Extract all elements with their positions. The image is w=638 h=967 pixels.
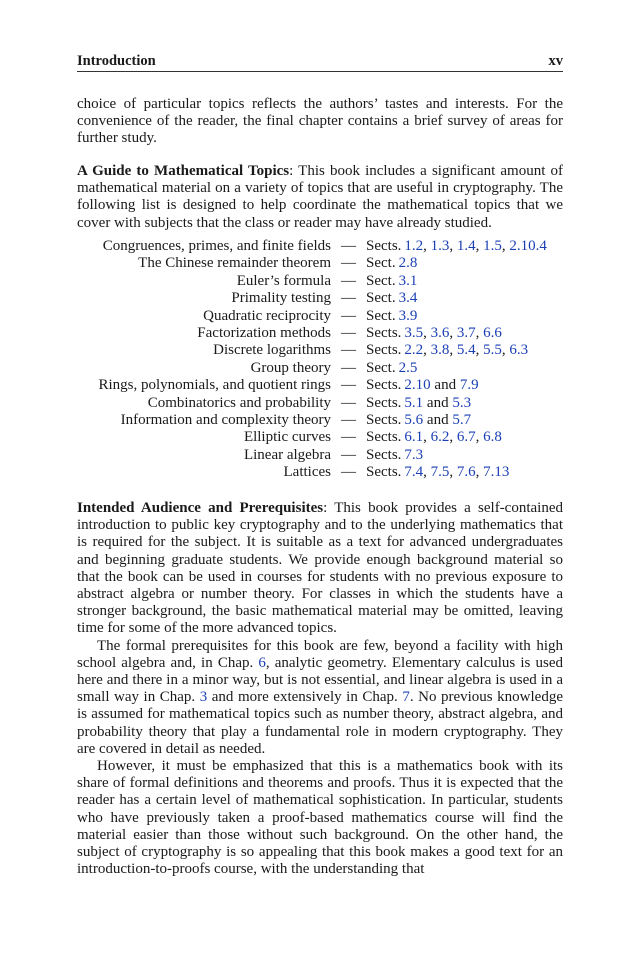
section-link[interactable]: 6.2: [430, 429, 450, 446]
guide-heading: A Guide to Mathematical Topics: [77, 163, 290, 179]
topic-dash: —: [341, 324, 356, 341]
section-prefix: Sect.: [366, 255, 399, 272]
intro-paragraph: choice of particular topics reflects the authors’ tastes and interests. For the convenience of the reader, the final chapter contains a brief survey of areas for further study.: [77, 96, 563, 147]
section-refs: [366, 395, 563, 412]
topic-dash: —: [341, 377, 356, 394]
section-prefix: Sect.: [366, 359, 399, 376]
ref-separator: and: [430, 377, 460, 394]
section-link[interactable]: 5.7: [452, 411, 472, 428]
ref-separator: ,: [475, 324, 484, 341]
topic-dash: —: [341, 446, 356, 463]
section-link[interactable]: 1.4: [456, 238, 476, 254]
ref-separator: ,: [449, 429, 457, 446]
topic-name: Information and complexity theory: [120, 411, 331, 428]
section-link[interactable]: 6.7: [456, 429, 476, 446]
ref-separator: ,: [423, 429, 431, 446]
section-link[interactable]: 3.7: [456, 324, 476, 341]
section-prefix: Sects.: [366, 411, 405, 428]
section-prefix: Sects.: [366, 394, 405, 411]
topic-dash: —: [341, 411, 356, 428]
section-refs: [366, 464, 563, 481]
topic-row: [77, 290, 563, 307]
section-link[interactable]: 7.3: [404, 446, 424, 463]
audience-paragraph-3: However, it must be emphasized that this is a mathematics book with its share of formal definitions and theorems and proofs. Thus it is expected that the reader has a certain level of mathematical sophistication. In particular, students who have previously taken a proof-based mathematics course will find the material easier than those without such background. On the other hand, the subject of cryptography is so appealing that this book makes a good text for an introduction-to-proofs course, with the understanding that: [77, 758, 563, 878]
section-link[interactable]: 5.6: [404, 411, 424, 428]
section-link[interactable]: 6.8: [483, 429, 502, 446]
topic-row: [77, 325, 563, 342]
ref-separator: ,: [501, 342, 510, 359]
ref-separator: and: [423, 394, 453, 411]
section-prefix: Sect.: [366, 290, 399, 307]
section-link[interactable]: 6.1: [404, 429, 424, 446]
topic-name: Rings, polynomials, and quotient rings: [98, 377, 331, 394]
section-prefix: Sects.: [366, 446, 405, 463]
section-link[interactable]: 3.9: [398, 307, 418, 324]
section-link[interactable]: 7.13: [483, 464, 510, 481]
guide-paragraph: [77, 163, 563, 232]
topic-row: [77, 447, 563, 464]
intro-paragraph-block: [77, 96, 563, 148]
chapter-link[interactable]: 3: [199, 689, 208, 706]
section-link[interactable]: 1.3: [430, 238, 450, 254]
guide-paragraph-block: [77, 163, 563, 232]
section-link[interactable]: 6.3: [509, 342, 529, 359]
topic-row: [77, 308, 563, 325]
topic-name: Elliptic curves: [243, 429, 331, 446]
section-link[interactable]: 7.6: [456, 464, 476, 481]
section-link[interactable]: 5.4: [456, 342, 476, 359]
section-link[interactable]: 2.10: [404, 377, 431, 394]
ref-separator: ,: [475, 429, 484, 446]
audience-paragraph-2: The formal prerequisites for this book are few, beyond a facility with high school algebra and, in Chap. 6, analytic geometry. Elementary calculus is used here and there in a minor way, but is not essential, and linear algebra is used in a small way in Chap. 3 and more extensively in Chap. 7. No previous knowledge is assumed for mathematical topics such as number theory, abstract algebra, and probability theory that play a fundamental role in modern cryptography. They are covered in detail as needed.: [77, 637, 563, 757]
topic-name: Quadratic reciprocity: [203, 307, 331, 324]
section-link[interactable]: 5.3: [452, 394, 472, 411]
topic-name: Lattices: [283, 464, 331, 481]
section-link[interactable]: 3.6: [430, 324, 450, 341]
section-refs: [366, 412, 563, 429]
topic-row: [77, 377, 563, 394]
topic-dash: —: [341, 238, 356, 254]
section-link[interactable]: 3.4: [398, 290, 418, 307]
ref-separator: ,: [475, 464, 484, 481]
section-refs: [366, 325, 563, 342]
topic-dash: —: [341, 464, 356, 481]
section-link[interactable]: 3.1: [398, 272, 418, 289]
section-link[interactable]: 5.1: [404, 394, 424, 411]
section-link[interactable]: 2.5: [398, 359, 418, 376]
topic-dash: —: [341, 342, 356, 359]
section-link[interactable]: 2.2: [404, 342, 424, 359]
topic-row: [77, 238, 563, 255]
chapter-link[interactable]: 7: [402, 689, 410, 706]
topic-dash: —: [341, 272, 356, 289]
section-prefix: Sects.: [366, 429, 405, 446]
section-link[interactable]: 7.5: [430, 464, 450, 481]
ref-separator: ,: [501, 238, 510, 254]
ref-separator: ,: [449, 238, 457, 254]
section-refs: [366, 273, 563, 290]
topic-row: [77, 255, 563, 272]
section-refs: [366, 238, 563, 255]
section-prefix: Sects.: [366, 238, 405, 254]
topic-name: Primality testing: [231, 290, 331, 307]
ref-separator: ,: [449, 324, 457, 341]
topic-dash: —: [341, 290, 356, 307]
section-prefix: Sects.: [366, 377, 405, 394]
audience-heading: Intended Audience and Prerequisites: [77, 500, 324, 516]
section-link[interactable]: 5.5: [483, 342, 502, 359]
section-refs: [366, 447, 563, 464]
topic-row: [77, 429, 563, 446]
section-link[interactable]: 7.4: [404, 464, 424, 481]
topic-name: Factorization methods: [197, 324, 331, 341]
ref-separator: ,: [449, 342, 457, 359]
topic-row: [77, 360, 563, 377]
topic-row: [77, 395, 563, 412]
section-link[interactable]: 3.8: [430, 342, 450, 359]
topic-name: Euler’s formula: [236, 272, 331, 289]
section-link[interactable]: 7.9: [459, 377, 479, 394]
guide-text: : This book includes a significant amount of mathematical material on a variety of topics that are useful in cryptography. The following list is designed to help coordinate the mathematical topics that we cover with subjects that the class or reader may have already studied.: [77, 163, 563, 231]
section-prefix: Sect.: [366, 272, 399, 289]
audience-section: [77, 500, 563, 878]
section-refs: [366, 360, 563, 377]
section-prefix: Sects.: [366, 342, 405, 359]
page-number: xv: [548, 53, 563, 69]
topic-row: [77, 273, 563, 290]
topic-row: [77, 412, 563, 429]
audience-text-1: : This book provides a self-contained introduction to public key cryptography and to the underlying mathematics that is required for the subject. It is suitable as a text for advanced undergraduates and beginning graduate students. We provide enough background material so that the book can be used in courses for students with no previous exposure to abstract algebra or number theory. For classes in which the students have a stronger background, the basic mathematical material may be omitted, leaving time for some of the more advanced topics.: [77, 500, 563, 637]
topic-row: [77, 342, 563, 359]
chapter-link[interactable]: 6: [258, 654, 266, 671]
topic-name: Combinatorics and probability: [147, 394, 331, 411]
audience-paragraph-1: [77, 500, 563, 638]
topic-name: Group theory: [250, 359, 331, 376]
topic-name: The Chinese remainder theorem: [138, 255, 331, 272]
ref-separator: ,: [475, 342, 484, 359]
section-link[interactable]: 3.5: [404, 324, 424, 341]
topic-dash: —: [341, 255, 356, 272]
topic-name: Linear algebra: [243, 446, 331, 463]
topic-dash: —: [341, 429, 356, 446]
ref-separator: and: [423, 411, 453, 428]
section-refs: [366, 429, 563, 446]
section-link[interactable]: 1.5: [483, 238, 502, 254]
topic-dash: —: [341, 307, 356, 324]
ref-separator: ,: [449, 464, 457, 481]
section-link[interactable]: 6.6: [483, 324, 502, 341]
running-head-title: Introduction: [77, 53, 156, 69]
section-link[interactable]: 1.2: [404, 238, 424, 254]
topic-name: Congruences, primes, and finite fields: [102, 238, 331, 254]
section-prefix: Sects.: [366, 464, 405, 481]
section-refs: [366, 255, 563, 272]
section-refs: [366, 377, 563, 394]
topic-dash: —: [341, 394, 356, 411]
ref-separator: ,: [423, 464, 431, 481]
topic-row: [77, 464, 563, 481]
topic-guide-list: [77, 238, 563, 481]
section-refs: [366, 342, 563, 359]
topic-dash: —: [341, 359, 356, 376]
section-prefix: Sect.: [366, 307, 399, 324]
ref-separator: ,: [423, 238, 431, 254]
section-refs: [366, 290, 563, 307]
ref-separator: ,: [423, 342, 431, 359]
section-link[interactable]: 2.10.4: [509, 238, 547, 254]
running-head: [77, 52, 563, 72]
topic-name: Discrete logarithms: [213, 342, 331, 359]
section-refs: [366, 308, 563, 325]
section-prefix: Sects.: [366, 324, 405, 341]
section-link[interactable]: 2.8: [398, 255, 418, 272]
ref-separator: ,: [423, 324, 431, 341]
ref-separator: ,: [475, 238, 484, 254]
